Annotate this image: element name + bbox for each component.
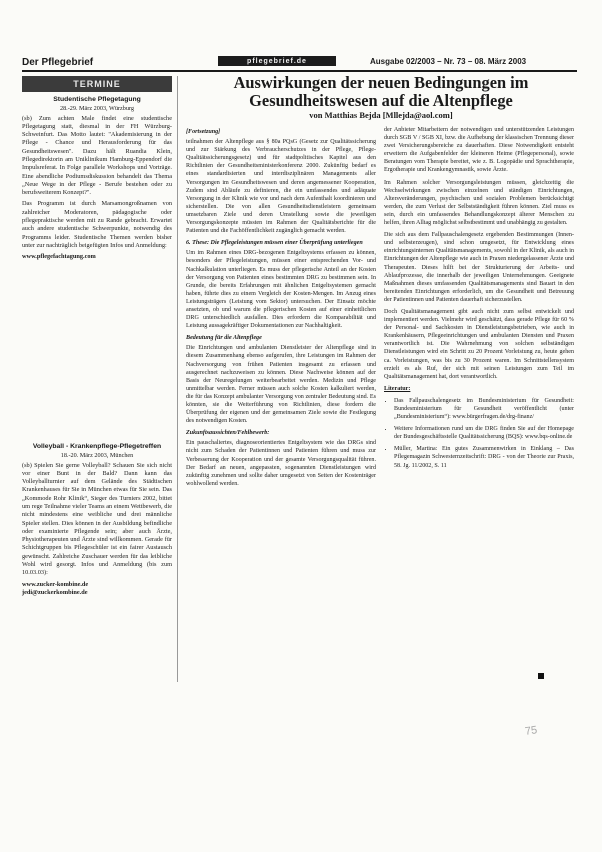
event-paragraph: (sb) Spielen Sie gerne Volleyball? Schauen Sie sich nicht vor einer Bunt in der Bald? Dann kann das Volleyballturnier auf dem Gelände des Städtischen Krankenhauses für Sie in München etwas für Sie sein. Das „Kommode Rohr Klinik“, Sieger des Turniers 2002, bittet um rege Teilnahme vieler Teams an einem Wettbewerb, die nicht mindestens eine weibliche und drei männliche Spieler stellen. Dies können in der Ausbildung befindliche oder examinierte Pflegende sein; aber auch Ärzte, Physiotherapeuten und Ärzte sind willkommen. Gerade für Schichtgruppen bis Pflegeschüler ist ein fairer Austausch gewünscht. Zahlreiche Zuschauer werden für das leibliche Wohl wird gesorgt. Infos und Anmeldung (bis zum 10.03.03): [22, 461, 172, 577]
literature-list [384, 397, 574, 470]
section-heading: [Fortsetzung] [186, 129, 221, 135]
section-heading: Zukunftsaussichten/Fehlbewerb: [186, 430, 270, 437]
end-mark [538, 673, 544, 679]
article-paragraph: Ein pauschaliertes, diagnoseorientiertes Entgeltsystem wie das DRGs sind nicht zum Schaden der Patientinnen und Patienten führen und muss zur Verbesserung der Kooperation und der gesamte Versorgungsqualität führen. Der Bedarf an neuen, angepassten, sogenannten Dienstleistungen wird zukünftig zunehmen und sollte daher umgesetzt von Seiten der Kostenträger wohlwollend werden. [186, 440, 376, 487]
header-rule [22, 70, 577, 72]
sidebar-event-2 [22, 443, 172, 600]
section-heading: Bedeutung für die Altenpflege [186, 335, 262, 342]
event-paragraph: (sb) Zum achten Male findet eine studentische Pflegetagung statt, diesmal in der FH Würzburg-Schweinfurt. Das Motto lautet: "Akademisierung in der Pflege - Chance und Herausforderung für das Gesundheitswesen". Dazu hält Ruandia Klein, Pflegedirektorin am Uniklinikum Hamburg-Eppendorf die Impulsreferat. In Folge parallele Workshops und Vorträge. Eine abendliche Podiumsdiskussion behandelt das Thema „Neue Wege in der Pflege - Berufe bestehen oder zu berufsweiterem Konzept?". [22, 114, 172, 197]
event-link[interactable]: www.zucker-kombine.de [22, 580, 89, 588]
literature-item: • Das Fallpauschalengesetz im Bundesministerium für Gesundheit: Bundesministerium für Gesundheit veröffentlicht (unter „Bundesministerium“): www.bürgerfragen.de/drg-finanz/ [394, 397, 574, 421]
article-column-2 [384, 126, 574, 474]
article-title: Auswirkungen der neuen Bedingungen im Gesundheitswesen auf die Altenpflege [233, 73, 529, 110]
literature-item: • Müller, Martina: Ein gutes Zusammenwirken in Einklang – Das Pflegemagazin Schwesternzeitschrift: DRG - von der Theorie zur Praxis, 58. Jg. 11/2002, S. 11 [394, 445, 574, 469]
article-paragraph: teilnahmen der Altenpflege aus § 80a PQsG (Gesetz zur Qualitätssicherung und zur Stärkung des Verbraucherschutzes in der Pflege, Pflege-Qualitätssicherungsgesetz) und für stadtpolitisches Kapitel aus den Richtlinien der Gesundheitsministerkonferenz 2000. Zukünftig bedarf es eines standardisierten und interdisziplinären Managements aller Versorgungen im Gesundheitswesen und deren angemessener Kooperation, Zudem sind Abläufe zu definieren, die ein umfassendes und adäquate Versorgung in der Klinik wie vor und nach dem Aufenthalt koordinieren und sicherstellen. Die von allen Gesundheitsdienstleistern gemeinsam umsetzbaren Ziele und deren Umstellung sowie die jeweiligen Versorgungskonzepte müssten im Rahmen der Qualitätsberichte für die Patienten und die Fachöffentlichkeit zugänglich gemacht werden. [186, 139, 376, 235]
event-title: Studentische Pflegetagung [53, 96, 141, 103]
event-title: Volleyball - Krankenpflege-Pflegetreffen [32, 443, 162, 450]
article-paragraph: der Anbieter Mitarbeitern der notwendigen und unterstützenden Leistungen durch SGB V / SGB XI, bzw. die Aufhebung der klassischen Trennung dieser zwei Versicherungsbereiche zu dauerhaften. Diese Notwendigkeit entsteht erweitern die Aufgabenfelder der kleineren Heime (Pflegepersonal), sowie Beratungen vom Therapie bereitet, wie z. B. Logopädie und Sprachtherapie, Ergotherapie und Krankengymnastik, sowie Ärzte. [384, 127, 574, 174]
event-paragraph: Das Programm ist durch Marsamongroßnamen von zahlreicher Moderatoren, pädagogische oder pflegepraktische werden mit zu Rande gebracht. Erwartet auch andere studentische Schwerpunkte, notwendig des Programms leider. Studentische Themen werden bisher unter zur nachträglich beigefügten Infos und Anmeldung: [22, 200, 172, 249]
sidebar-heading: TERMINE [22, 76, 172, 92]
article-paragraph: Um im Rahmen eines DRG-bezogenen Entgeltsystems erfassen zu können, besonders der Pflegeleistungen, müssen einer entsprechenden Vor- und Nachkalkulation unterliegen. Es muss der pflegerische Anteil an der Kosten der Versorgung von Patienten eines bestimmten DRG zu bestimmen sein. In Grunde, die bereits Erfahrungen mit ähnlichen Entgeltsystemen gemacht haben, führte dies zu einem Vergleich der Kosten-Mengen. Im Anzug eines Leistungsträgers (Leistung vom Sektor) untersuchen. Der Einsatz möchte ansetzten, ob und warum die pflegerischen Kosten auf einer einheitlichen DRG unterschiedlich ausfallen. Dies erfordern die Komparabilität und Leistung aussagekräftiger Dokumentationen zur Nachhaltigkeit. [186, 250, 376, 330]
event-email[interactable]: jedi@zuckerkombine.de [22, 588, 88, 596]
article-paragraph: Im Rahmen solcher Versorgungsleistungen müssen, gleichzeitig die Wechselwirkungen zwischen einzelnen und ständigen Einrichtungen, Altersveränderungen, psychischen und sozialen Problemen berücksichtigt werden, die zum Verlust der Selbstständigkeit führen können. Ziel muss es sein, durch ein umfassendes Behandlungskonzept älterer Menschen zu helfen, ihren Alltag möglichst selbstbestimmt und unabhängig zu gestalten. [384, 179, 574, 227]
section-heading: 6. These: Die Pflegeleistungen müssen einer Überprüfung unterliegen [186, 240, 363, 247]
event-link[interactable]: www.pflegefachtagung.com [22, 253, 96, 261]
literature-item: • Weitere Informationen rund um die DRG finden Sie auf der Homepage der Bundesgeschäftsstelle Qualitätssicherung (BQS): www.bqs-online.de [394, 425, 574, 441]
literature-heading: Literatur: [384, 385, 411, 392]
handwritten-note: 75 [524, 724, 539, 738]
article-paragraph: Doch Qualitätsmanagement gibt auch nicht zum selbst entwickelt und implementiert werden. Vielmehr wird geschätzt, dass gerade Pflege für 60 % der Personal- und Sachkosten in Dienstleistungsbetrieben, wie auch in Krankenhäusern, Pflegeeinrichtungen und ambulanten Diensten und Praxen verantwortlich ist. Die Wahrnehmung von solchen selbständigen Dienstleistungen wird ein Schritt zu 20 Prozent Vorleistung zu, heute gehen ca. Vorleistungen, was bis zu 30 Prozent waren. Im Schnittstellensystem erzielt es als Ruf, der sich mit seinen Leistungen zum Teil im Qualitätsmanagement hat, dort verantwortlich. [384, 308, 574, 380]
publication-badge: pflegebrief.de [218, 56, 336, 66]
article-paragraph: Die Einrichtungen und ambulanten Dienstleister der Altenpflege sind in diesem Zusammenhang ebenso aufgerufen, ihre Leistungen im Rahmen der Nachversorgung von frühen Patienten insgesamt zu erfassen und ausgerechnet nachzuweisen zu können. Diese Nachweise können auf der Basis der Neuregelungen weiterbearbeitet werden. Medizin und Pflege unmittelbar werden. Ferner müssen auch solche Kosten kalkuliert werden, die für das Konzept ambulanter Versorgung von zentraler Bedeutung sind. Es könnten, sie die Weiterführung von Richtlinien, diese fordern die Überprüfung der eigenen und der gemeinsamen Ziele sowie die Festlegung des notwendigen Kosten. [186, 345, 376, 425]
article-column-1 [186, 126, 376, 492]
event-date: 28.-29. März 2003, Würzburg [59, 104, 134, 112]
article-byline: von Matthias Bejda [Mllejda@aol.com] [309, 110, 453, 120]
publication-name: Der Pflegebrief [22, 57, 94, 68]
article-paragraph: Die sich aus dem Fallpauschalengesetz ergebenden Bestimmungen (Innen- und selbsterzeugen), sind schon umgesetzt, für Entwicklung eines einrichtungsinternen Qualitätsmanagements, sowohl in der Klinik, als auch in Einrichtungen der Altenpflege wie auch in Praxen niedergelassener Ärzte und Therapeuten. Dieses hilft bei der Strukturierung der Arbeits- und Ablaufprozesse, die innerhalb der jeweiligen Unternehmungen. Geeignete Maßnahmen dieses umfassenden Qualitätsmanagements sind Bauart in den bereitenden Einrichtungen erforderlich, um die Gesundheit und Betreuung der Patientinnen und Patienten dauerhaft sicherzustellen. [384, 232, 574, 303]
issue-info: Ausgabe 02/2003 – Nr. 73 – 08. März 2003 [370, 57, 527, 66]
sidebar-event-1 [22, 96, 172, 265]
event-date: 18.-20. März 2003, München [60, 451, 134, 459]
column-divider [177, 76, 178, 682]
